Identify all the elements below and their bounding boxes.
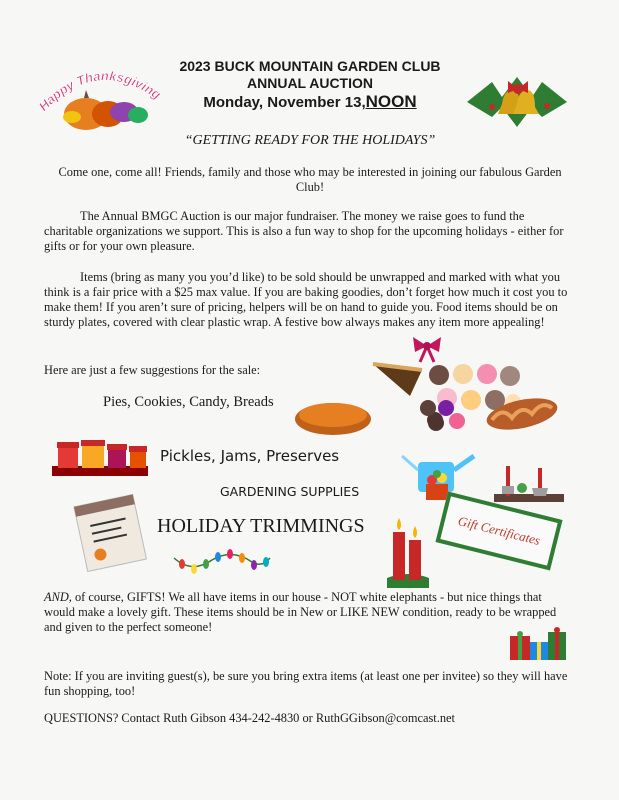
category-holiday-trimmings: HOLIDAY TRIMMINGS [157,515,365,537]
presents-clipart [508,622,568,662]
towel-clipart [70,492,150,572]
candles-clipart [385,512,431,590]
gifts-lead: AND, [44,590,72,604]
category-baked-goods: Pies, Cookies, Candy, Breads [103,394,274,410]
suggestions-intro: Here are just a few suggestions for the sale: [44,363,261,377]
string-lights-clipart [172,544,272,578]
gifts-paragraph [44,590,574,635]
gift-certificates-label: Gift Certificates [456,513,542,548]
club-title: 2023 BUCK MOUNTAIN GARDEN CLUB [179,58,441,74]
fundraiser-paragraph [44,209,574,254]
pie-slice-clipart [370,356,425,401]
event-date [140,92,480,113]
bread-clipart [482,392,562,436]
event-time: NOON [365,92,417,111]
items-paragraph [44,270,579,330]
category-gardening: GARDENING SUPPLIES [220,484,360,499]
note-paragraph: Note: If you are inviting guest(s), be sure you bring extra items (at least one per invitee) so they will have fun shopping, too! [44,669,568,698]
candy-clipart [418,398,458,432]
garden-tools-clipart [492,458,567,506]
category-preserves: Pickles, Jams, Preserves [160,447,340,465]
flyer-header [140,58,480,113]
items-text: Items (bring as many you you’d like) to be sold should be unwrapped and marked with what you think is a fair price with a $25 max value. If you are baking goodies, don’t forget how much it cost you to make them! If you aren’t sure of pricing, helpers will be on hand to guide you. Food items should be on sturdy plates, covered with clear plastic wrap. A festive bow always makes any item more appealing! [44,270,568,329]
event-title: ANNUAL AUCTION [247,75,373,91]
welcome-paragraph: Come one, come all! Friends, family and those who may be interested in joining our fabulous Garden Club! [58,165,562,194]
fundraiser-text: The Annual BMGC Auction is our major fundraiser. The money we raise goes to fund the charitable organizations we support. This is also a fun way to shop for the upcoming holidays - either for gifts or for your own pleasure. [44,209,564,253]
pie-clipart [293,395,373,437]
questions-contact: QUESTIONS? Contact Ruth Gibson 434-242-4830 or RuthGGibson@comcast.net [44,711,455,725]
event-day: Monday, November 13, [203,94,366,111]
gifts-text: of course, GIFTS! We all have items in our house - NOT white elephants - but nice things that would make a lovely gift. These items should be in New or LIKE NEW condition, ready to be wrapped and given to the perfect someone! [44,590,557,634]
thanksgiving-text: Happy Thanksgiving [36,68,164,114]
jars-clipart [50,436,150,478]
theme-heading: “GETTING READY FOR THE HOLIDAYS” [184,133,436,148]
